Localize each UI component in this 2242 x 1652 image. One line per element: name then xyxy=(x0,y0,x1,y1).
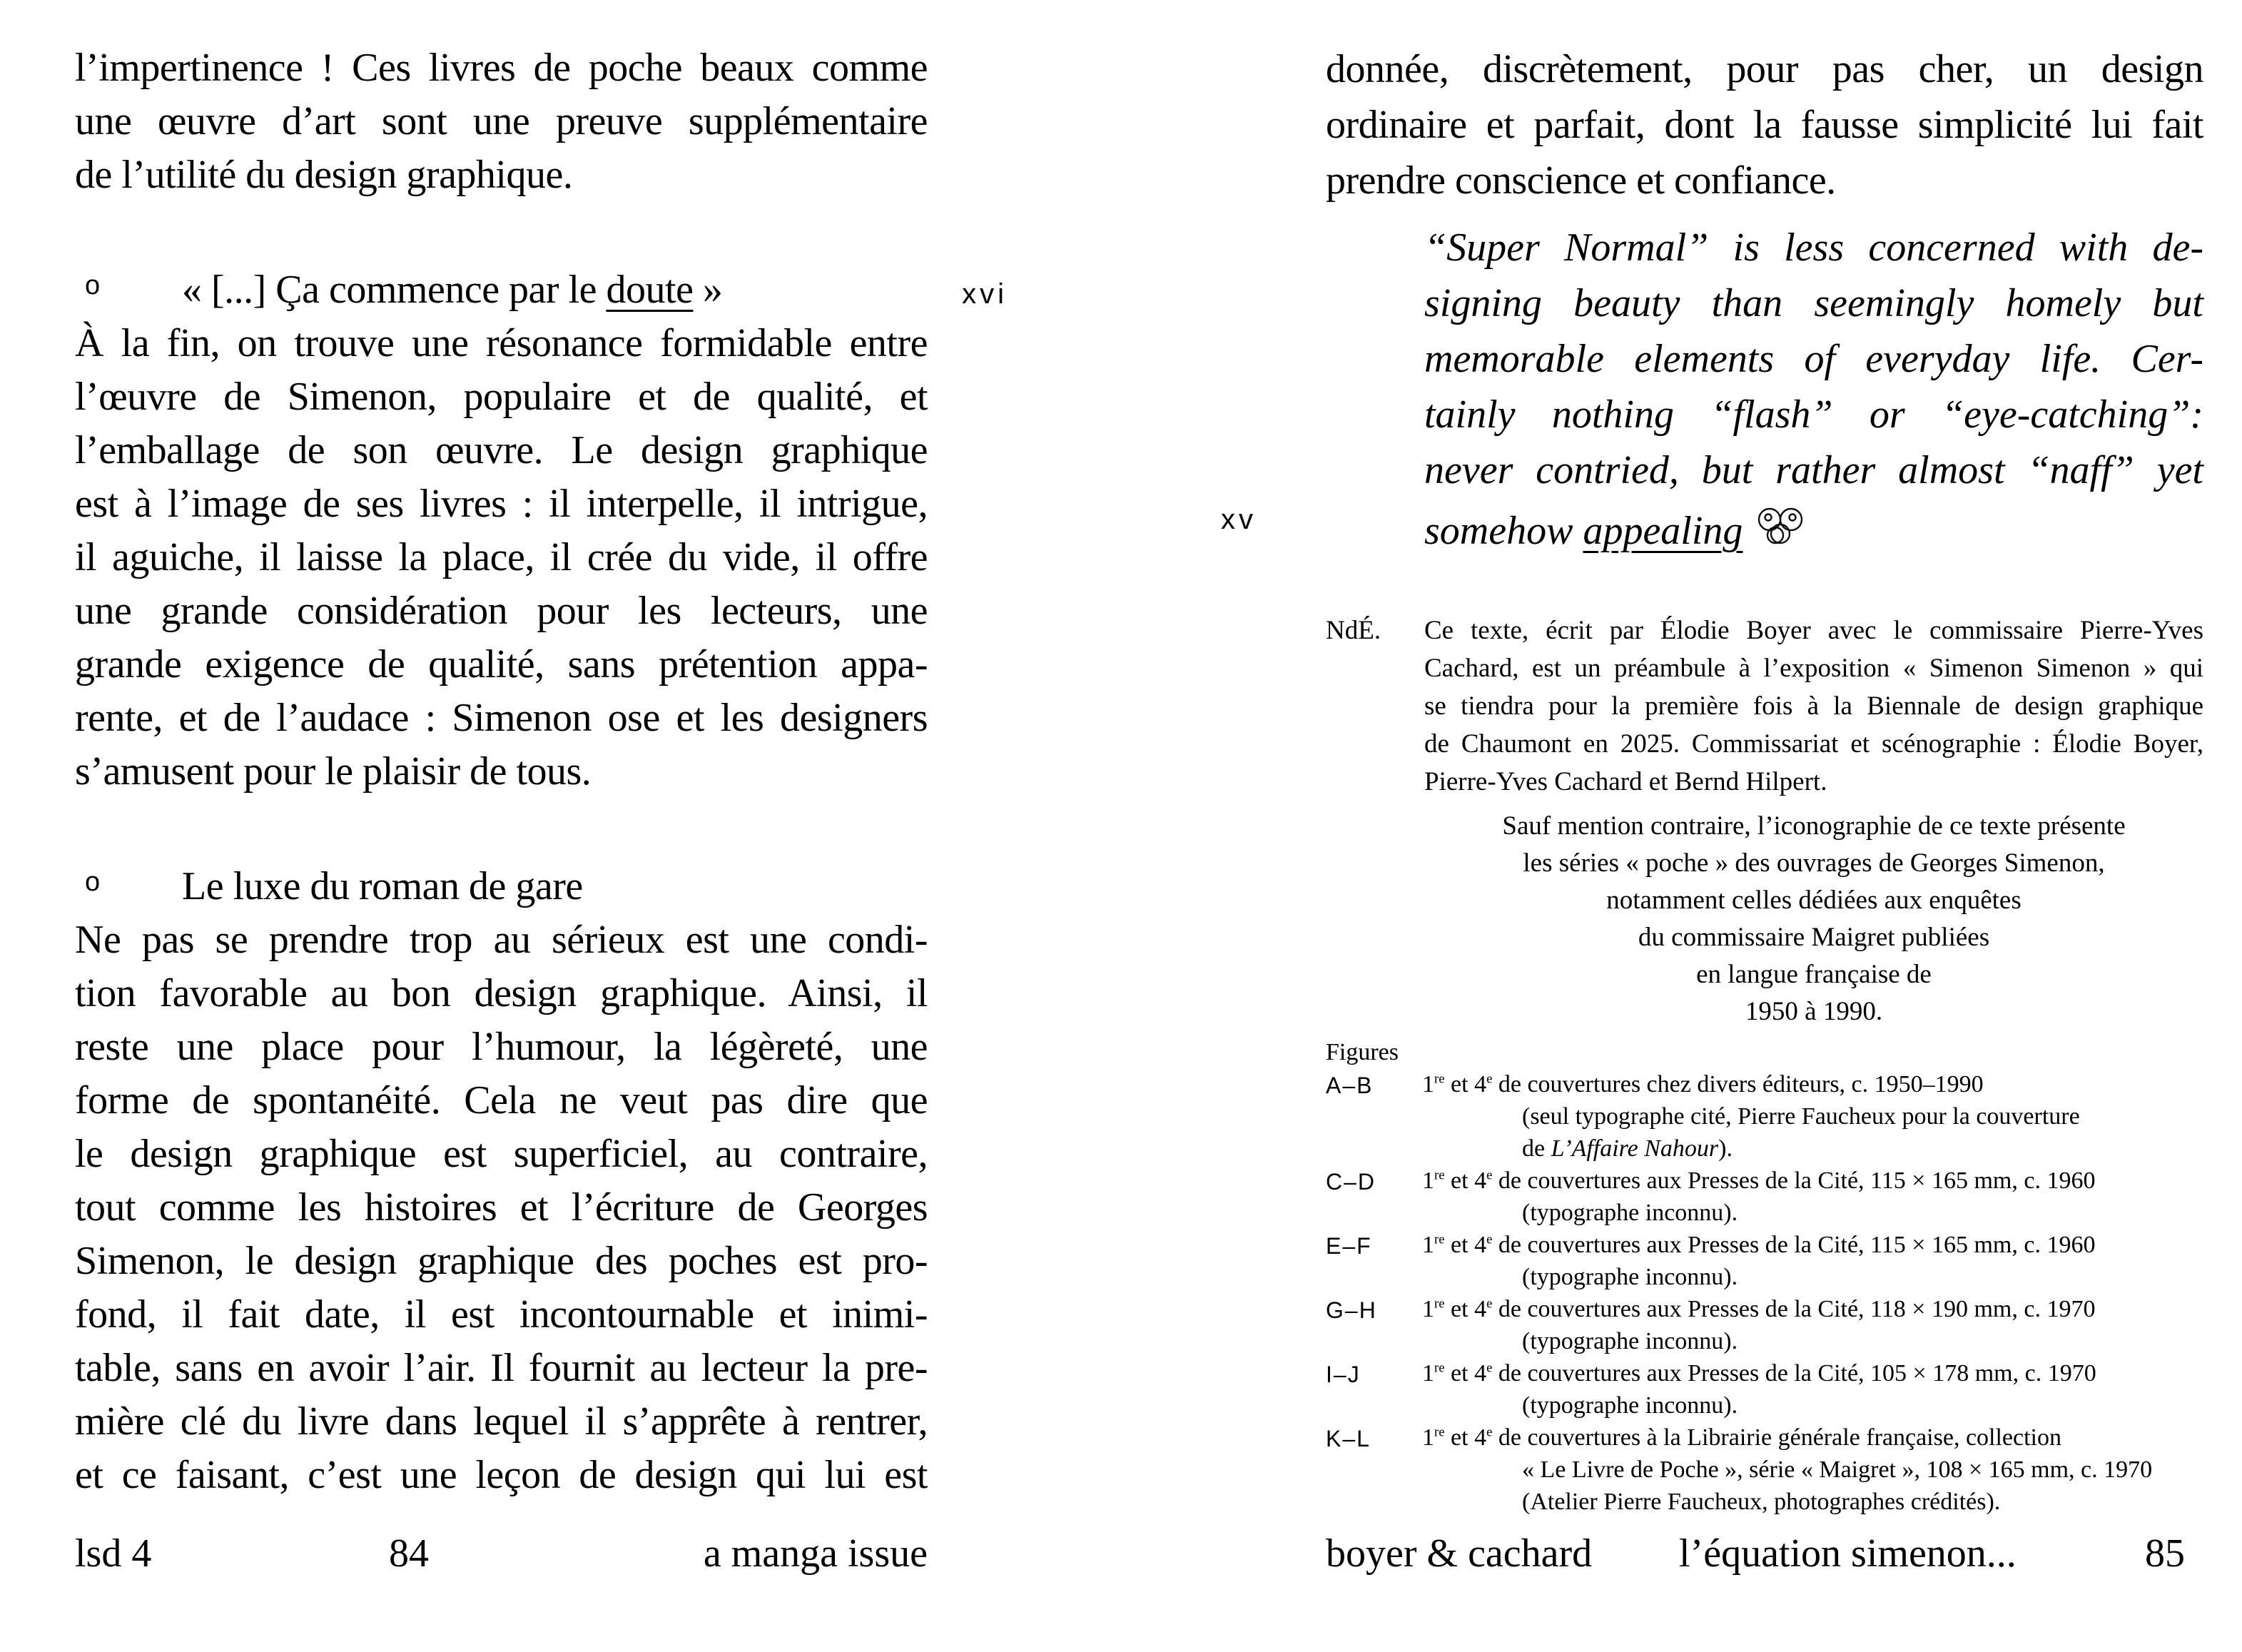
text-line: le design graphique est superficiel, au contraire, xyxy=(75,1132,928,1176)
text-line: une grande considération pour les lecteurs, une xyxy=(75,589,928,633)
text-line: il aguiche, il laisse la place, il crée du vide, il offre xyxy=(75,535,928,579)
figure-label: A–B xyxy=(1326,1073,1374,1098)
figure-caption-line: 1re et 4e de couvertures chez divers éditeurs, c. 1950–1990 xyxy=(1422,1071,1984,1098)
section-heading xyxy=(75,263,1008,317)
text-line: les séries « poche » des ouvrages de Georges Simenon, xyxy=(1523,848,2105,878)
text-line: Sauf mention contraire, l’iconographie de ce texte présente xyxy=(1502,811,2126,841)
text-line: l’impertinence ! Ces livres de poche beaux comme xyxy=(75,46,928,90)
text-line: en langue française de xyxy=(1696,960,1932,989)
section-marker: o xyxy=(85,867,100,897)
text-line: signing beauty than seemingly homely but xyxy=(1424,281,2203,325)
quote-last-line xyxy=(1424,498,2203,559)
text-line: tout comme les histoires et l’écriture de Georges xyxy=(75,1185,928,1230)
margin-reference: xv xyxy=(1221,504,1257,535)
figure-label: C–D xyxy=(1326,1169,1376,1195)
figure-label: K–L xyxy=(1326,1426,1371,1451)
figure-caption-line: 1re et 4e de couvertures à la Librairie générale française, collection xyxy=(1422,1424,2061,1451)
text-line: tion favorable au bon design graphique. Ainsi, il xyxy=(75,971,928,1015)
editors-note xyxy=(1326,612,2203,801)
page-number: 85 xyxy=(2145,1531,2185,1576)
heading-text: Le luxe du roman de gare xyxy=(182,864,583,908)
figure-caption-line: (typographe inconnu). xyxy=(1522,1392,1738,1419)
paragraph xyxy=(75,913,928,1502)
text-line: prendre conscience et confiance. xyxy=(1326,158,1836,203)
text-line: l’œuvre de Simenon, populaire et de qualité, et xyxy=(75,375,928,419)
figures-list xyxy=(1326,1068,2203,1518)
figure-caption-line: (seul typographe cité, Pierre Faucheux pour la couverture xyxy=(1522,1103,2080,1130)
left-page xyxy=(75,41,1008,1576)
text-line: fond, il fait date, il est incontournable et inimi- xyxy=(75,1292,928,1337)
figure-caption-line: 1re et 4e de couvertures aux Presses de la Cité, 115 × 165 mm, c. 1960 xyxy=(1422,1232,2096,1258)
figure-caption-line: « Le Livre de Poche », série « Maigret », 108 × 165 mm, c. 1970 xyxy=(1522,1456,2153,1483)
text-line: “Super Normal” is less concerned with de- xyxy=(1424,225,2203,270)
page-footer xyxy=(1326,1529,2203,1578)
figure-label: G–H xyxy=(1326,1297,1377,1323)
text-line: l’emballage de son œuvre. Le design graphique xyxy=(75,428,928,472)
figure-caption-line: 1re et 4e de couvertures aux Presses de la Cité, 105 × 178 mm, c. 1970 xyxy=(1422,1360,2096,1387)
text-line: se tiendra pour la première fois à la Biennale de design graphique xyxy=(1424,691,2203,721)
heading-text: « [...] Ça commence par le doute » xyxy=(182,268,723,312)
note-label: NdÉ. xyxy=(1326,616,1381,645)
text-line: reste une place pour l’humour, la légèreté, une xyxy=(75,1025,928,1069)
figure-entry xyxy=(1326,1068,2203,1165)
figure-caption-line: (typographe inconnu). xyxy=(1522,1328,1738,1354)
authors-name: boyer & cachard xyxy=(1326,1531,1593,1576)
note-text xyxy=(1424,612,2203,801)
text-line: memorable elements of everyday life. Cer- xyxy=(1424,337,2203,381)
figures-section xyxy=(1326,1036,2203,1518)
text-line: donnée, discrètement, pour pas cher, un design xyxy=(1326,47,2203,91)
journal-name: lsd 4 xyxy=(75,1531,152,1576)
text-line: Simenon, le design graphique des poches est pro- xyxy=(75,1239,928,1283)
iconography-note xyxy=(1326,808,2203,1030)
figure-caption-line: (typographe inconnu). xyxy=(1522,1200,1738,1226)
section-marker: o xyxy=(85,270,100,300)
text-line: notamment celles dédiées aux enquêtes xyxy=(1606,886,2022,915)
page-footer xyxy=(75,1529,928,1578)
text-line: Ne pas se prendre trop au sérieux est une condi- xyxy=(75,918,928,962)
margin-reference: xvi xyxy=(962,278,1008,310)
figure-caption-line: de L’Affaire Nahour). xyxy=(1522,1135,1733,1162)
paragraph xyxy=(1326,41,2203,208)
text-line: du commissaire Maigret publiées xyxy=(1638,923,1990,952)
right-page xyxy=(1221,41,2203,1576)
fleuron-ornament-icon xyxy=(1754,504,1807,564)
text-line: grande exigence de qualité, sans prétention appa- xyxy=(75,642,928,686)
text-line: mière clé du livre dans lequel il s’apprête à rentrer, xyxy=(75,1399,928,1444)
text-line: table, sans en avoir l’air. Il fournit au lecteur la pre- xyxy=(75,1346,928,1390)
text-line: rente, et de l’audace : Simenon ose et les designers xyxy=(75,696,928,740)
text-line: 1950 à 1990. xyxy=(1745,997,1883,1026)
text-line: Cachard, est un préambule à l’exposition « Simenon Simenon » qui xyxy=(1424,654,2203,683)
section-heading xyxy=(75,860,928,913)
paragraph xyxy=(75,317,928,799)
text-line: de l’utilité du design graphique. xyxy=(75,153,573,197)
quote-lines xyxy=(1424,220,2203,498)
text-line: s’amusent pour le plaisir de tous. xyxy=(75,749,592,794)
text-line: Pierre-Yves Cachard et Bernd Hilpert. xyxy=(1424,767,1827,796)
figure-caption-line: (typographe inconnu). xyxy=(1522,1264,1738,1290)
page-number: 84 xyxy=(389,1531,429,1576)
figure-caption-line: 1re et 4e de couvertures aux Presses de la Cité, 115 × 165 mm, c. 1960 xyxy=(1422,1167,2096,1194)
figure-entry xyxy=(1326,1357,2203,1422)
figure-caption-line: 1re et 4e de couvertures aux Presses de la Cité, 118 × 190 mm, c. 1970 xyxy=(1422,1296,2096,1322)
text-line: est à l’image de ses livres : il interpelle, il intrigue, xyxy=(75,482,928,526)
issue-title: a manga issue xyxy=(703,1531,928,1576)
text-line: de Chaumont en 2025. Commissariat et scénographie : Élodie Boyer, xyxy=(1424,729,2203,759)
article-title: l’équation simenon... xyxy=(1679,1531,2017,1576)
text-line: et ce faisant, c’est une leçon de design qui lui est xyxy=(75,1453,928,1497)
text-line: une œuvre d’art sont une preuve supplémentaire xyxy=(75,99,928,143)
paragraph xyxy=(75,41,928,202)
underlined-word: appealing xyxy=(1583,509,1743,553)
text-line: never contried, but rather almost “naff” yet xyxy=(1424,448,2203,492)
quote-block xyxy=(1221,220,2203,559)
text-line: ordinaire et parfait, dont la fausse simplicité lui fait xyxy=(1326,103,2203,147)
text-line: forme de spontanéité. Cela ne veut pas dire que xyxy=(75,1078,928,1123)
text-line: À la fin, on trouve une résonance formidable entre xyxy=(75,321,928,365)
figure-label: I–J xyxy=(1326,1362,1361,1387)
text-line: tainly nothing “flash” or “eye-catching”: xyxy=(1424,392,2203,437)
figure-caption-line: (Atelier Pierre Faucheux, photographes crédités). xyxy=(1522,1489,2001,1515)
text-line: Ce texte, écrit par Élodie Boyer avec le commissaire Pierre-Yves xyxy=(1424,616,2203,645)
figure-entry xyxy=(1326,1229,2203,1293)
quote-text: somehow xyxy=(1424,509,1583,553)
figures-heading: Figures xyxy=(1326,1039,1399,1065)
figure-label: E–F xyxy=(1326,1233,1372,1259)
figure-entry xyxy=(1326,1165,2203,1229)
figure-entry xyxy=(1326,1422,2203,1518)
figure-entry xyxy=(1326,1293,2203,1357)
